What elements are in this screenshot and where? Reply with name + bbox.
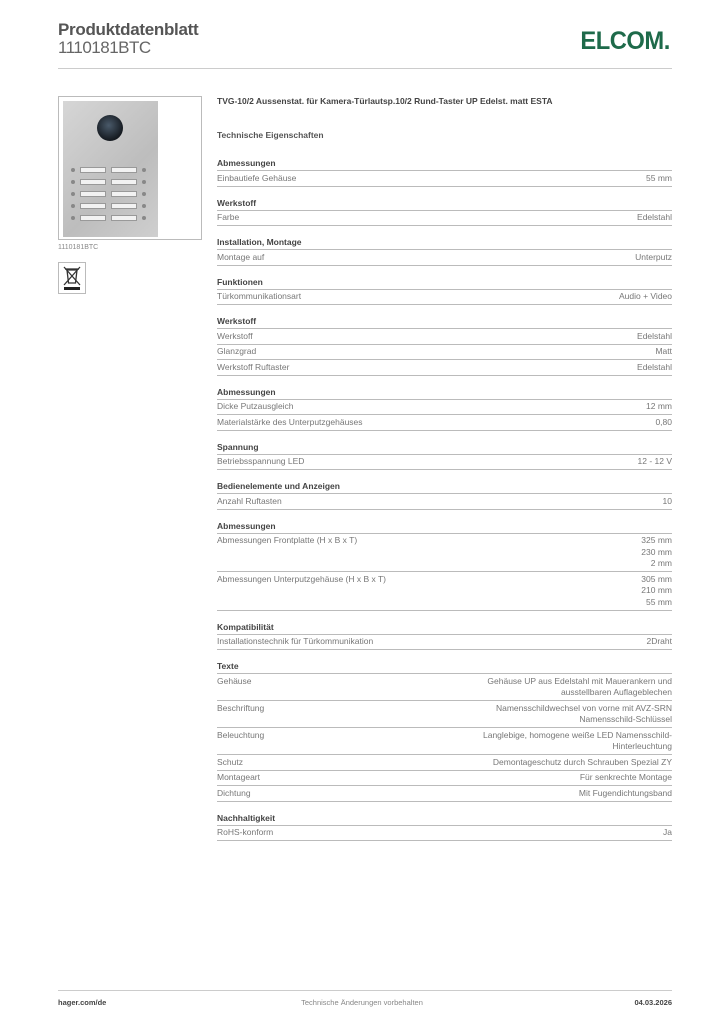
spec-label: Dicke Putzausgleich — [217, 401, 294, 411]
section-title: Installation, Montage — [217, 236, 672, 250]
spec-value: 2Draht — [646, 636, 672, 646]
spec-row — [217, 728, 672, 755]
spec-row — [217, 171, 672, 187]
spec-label: Beschriftung — [217, 702, 265, 713]
header-divider — [58, 68, 672, 69]
spec-value: Ja — [663, 827, 672, 837]
section-title: Spannung — [217, 441, 672, 455]
section-title: Nachhaltigkeit — [217, 812, 672, 826]
spec-section — [217, 812, 672, 842]
spec-row — [217, 534, 672, 573]
spec-value: Namensschildwechsel von vorne mit AVZ-SRN Namensschild-Schlüssel — [495, 702, 672, 724]
spec-row — [217, 415, 672, 431]
spec-label: Gehäuse — [217, 675, 252, 686]
spec-value: Edelstahl — [637, 361, 672, 372]
spec-section — [217, 276, 672, 306]
spec-section — [217, 621, 672, 651]
section-title: Texte — [217, 660, 672, 674]
spec-label: Schutz — [217, 756, 243, 767]
spec-row — [217, 345, 672, 361]
spec-row — [217, 329, 672, 345]
spec-section — [217, 157, 672, 187]
spec-row — [217, 786, 672, 802]
spec-value: Edelstahl — [637, 212, 672, 222]
spec-label: Werkstoff Ruftaster — [217, 361, 290, 372]
spec-section — [217, 197, 672, 227]
spec-row — [217, 290, 672, 306]
spec-value: Audio + Video — [618, 291, 672, 301]
section-title: Abmessungen — [217, 520, 672, 534]
spec-value: 305 mm 210 mm 55 mm — [641, 573, 672, 607]
spec-value: 325 mm 230 mm 2 mm — [641, 535, 672, 568]
spec-label: Abmessungen Frontplatte (H x B x T) — [217, 535, 358, 545]
spec-label: Dichtung — [217, 787, 251, 798]
spec-value: Demontageschutz durch Schrauben Spezial ZY — [492, 756, 672, 767]
spec-row — [217, 211, 672, 227]
spec-label: RoHS-konform — [217, 827, 274, 837]
spec-row — [217, 674, 672, 701]
spec-row — [217, 494, 672, 510]
section-title: Abmessungen — [217, 157, 672, 171]
spec-row — [217, 250, 672, 266]
spec-label: Türkommunikationsart — [217, 291, 302, 301]
camera-icon — [97, 115, 123, 141]
spec-value: Unterputz — [635, 251, 672, 262]
footer-note: Technische Änderungen vorbehalten — [301, 998, 423, 1007]
article-number: 1110181BTC — [58, 38, 151, 57]
spec-label: Farbe — [217, 212, 240, 222]
spec-row — [217, 771, 672, 787]
spec-row — [217, 455, 672, 471]
spec-value: Für senkrechte Montage — [579, 772, 672, 782]
spec-value: Edelstahl — [637, 330, 672, 341]
spec-label: Betriebsspannung LED — [217, 456, 305, 466]
spec-row — [217, 701, 672, 728]
section-title: Kompatibilität — [217, 621, 672, 635]
spec-section — [217, 236, 672, 266]
page-title: Produktdatenblatt — [58, 20, 199, 39]
elcom-logo: ELCOM. — [580, 27, 670, 55]
spec-value: 12 - 12 V — [637, 456, 672, 466]
spec-label: Werkstoff — [217, 330, 253, 341]
spec-section — [217, 386, 672, 431]
spec-row — [217, 572, 672, 611]
crossed-out-bin-icon — [58, 262, 86, 294]
spec-section — [217, 520, 672, 611]
spec-section — [217, 480, 672, 510]
section-title: Funktionen — [217, 276, 672, 290]
technical-properties-heading: Technische Eigenschaften — [217, 130, 324, 140]
spec-value: Mit Fugendichtungsband — [578, 787, 672, 798]
spec-label: Installationstechnik für Türkommunikation — [217, 636, 374, 646]
spec-row — [217, 826, 672, 842]
footer-divider — [58, 990, 672, 991]
spec-row — [217, 360, 672, 376]
spec-label: Abmessungen Unterputzgehäuse (H x B x T) — [217, 573, 386, 584]
spec-value: Matt — [655, 346, 672, 356]
spec-value: 0,80 — [655, 416, 672, 427]
spec-label: Montage auf — [217, 251, 265, 262]
spec-value: 10 — [662, 495, 672, 506]
spec-label: Montageart — [217, 772, 260, 782]
spec-value: 55 mm — [646, 172, 672, 183]
spec-label: Glanzgrad — [217, 346, 257, 356]
spec-label: Anzahl Ruftasten — [217, 495, 282, 506]
door-station-panel — [63, 101, 158, 237]
spec-section — [217, 441, 672, 471]
section-title: Werkstoff — [217, 197, 672, 211]
spec-section — [217, 660, 672, 802]
product-image — [58, 96, 202, 240]
spec-row — [217, 635, 672, 651]
footer-website[interactable]: hager.com/de — [58, 998, 107, 1007]
spec-section — [217, 315, 672, 376]
product-description: TVG-10/2 Aussenstat. für Kamera-Türlautsp.10/2 Rund-Taster UP Edelst. matt ESTA — [217, 96, 553, 106]
spec-row — [217, 400, 672, 416]
section-title: Werkstoff — [217, 315, 672, 329]
spec-value: Langlebige, homogene weiße LED Namensschild-Hinterleuchtung — [483, 729, 672, 751]
spec-label: Materialstärke des Unterputzgehäuses — [217, 416, 363, 427]
spec-value: Gehäuse UP aus Edelstahl mit Mauerankern und ausstellbaren Auflageblechen — [487, 675, 672, 697]
spec-row — [217, 755, 672, 771]
footer-date: 04.03.2026 — [634, 998, 672, 1007]
image-caption: 1110181BTC — [58, 244, 99, 251]
section-title: Abmessungen — [217, 386, 672, 400]
spec-value: 12 mm — [646, 401, 672, 411]
spec-label: Beleuchtung — [217, 729, 265, 740]
spec-content — [217, 96, 672, 851]
section-title: Bedienelemente und Anzeigen — [217, 480, 672, 494]
spec-label: Einbautiefe Gehäuse — [217, 172, 297, 183]
